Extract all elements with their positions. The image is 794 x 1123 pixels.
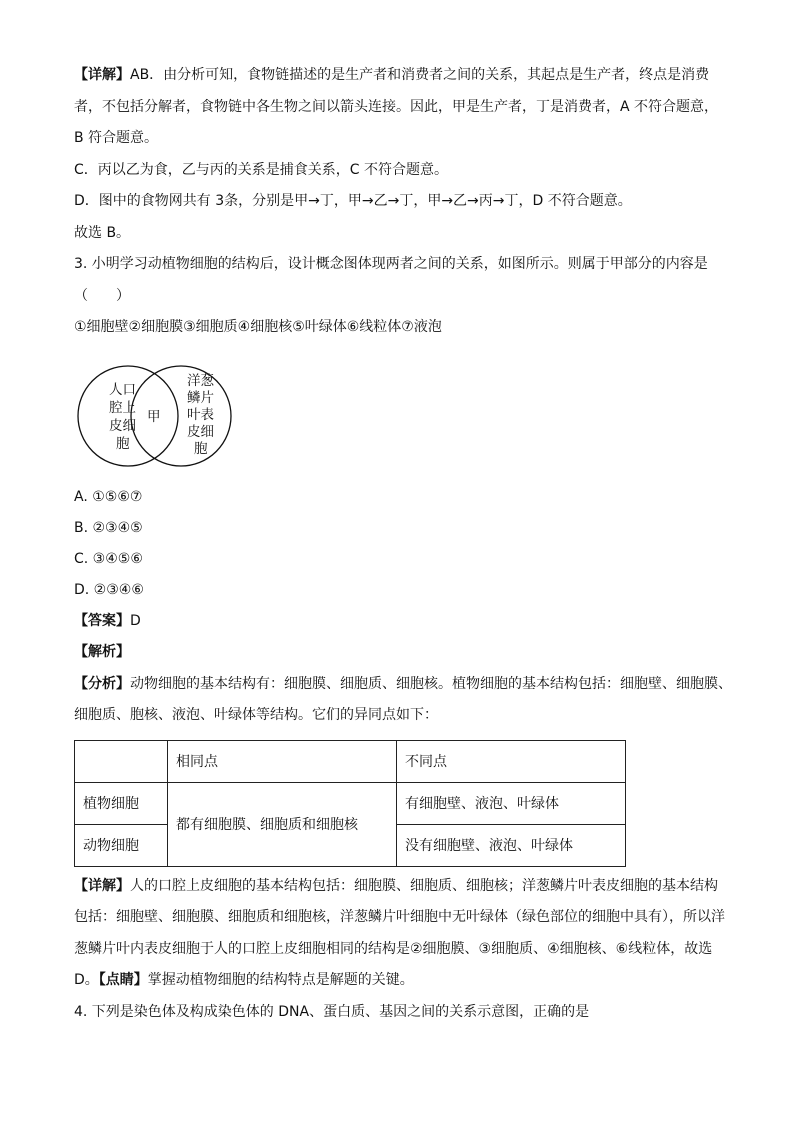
answer-tag: 【答案】 (74, 612, 130, 629)
table-row (75, 782, 626, 824)
table-header-cell: 不同点 (397, 740, 626, 782)
detail-line-4: D。【点睛】掌握动植物细胞的结构特点是解题的关键。 (74, 972, 414, 988)
detail-tag: 【详解】 (74, 67, 130, 83)
venn-left-label-4: 胞 (116, 435, 130, 452)
prev-detail-line-5: D．图中的食物网共有 3条，分别是甲→丁，甲→乙→丁，甲→乙→丙→丁，D 不符合题意。 (74, 193, 632, 209)
q3-stem: 3. 小明学习动植物细胞的结构后，设计概念图体现两者之间的关系，如图所示。则属于甲部分的内容是 (74, 256, 708, 272)
document-page (74, 60, 732, 1028)
analysis-line-1: 【分析】动物细胞的基本结构有：细胞膜、细胞质、细胞核。植物细胞的基本结构包括：细胞壁、细胞膜、 (74, 675, 732, 692)
option-c: C. ③④⑤⑥ (74, 550, 143, 567)
answer-value: D (130, 612, 141, 629)
prev-detail-line-1: 【详解】AB．由分析可知，食物链描述的是生产者和消费者之间的关系，其起点是生产者，终点是消费 (74, 67, 710, 83)
venn-right-label-1: 洋葱 (187, 372, 214, 389)
venn-left-label-3: 皮细 (109, 417, 136, 434)
analysis-tag: 【解析】 (74, 644, 130, 660)
venn-right-label-4: 皮细 (187, 423, 214, 440)
plant-cell-label: 植物细胞 (75, 782, 168, 824)
venn-right-label-2: 鳞片 (187, 389, 214, 406)
venn-center-label: 甲 (147, 408, 161, 425)
q3-items: ①细胞壁②细胞膜③细胞质④细胞核⑤叶绿体⑥线粒体⑦液泡 (74, 319, 442, 335)
prev-detail-line-4: C．丙以乙为食，乙与丙的关系是捕食关系，C 不符合题意。 (74, 161, 448, 178)
detail-line-2: 包括：细胞壁、细胞膜、细胞质和细胞核，洋葱鳞片叶细胞中无叶绿体（绿色部位的细胞中具有），所以洋 (74, 909, 725, 925)
option-d: D. ②③④⑥ (74, 581, 144, 598)
venn-left-label-2: 腔上 (109, 399, 136, 416)
q4-stem: 4. 下列是染色体及构成染色体的 DNA、蛋白质、基因之间的关系示意图，正确的是 (74, 1003, 590, 1020)
venn-left-label-1: 人口 (109, 381, 136, 398)
venn-right-circle (131, 366, 231, 466)
venn-right-label-5: 胞 (194, 440, 208, 457)
plant-diff: 有细胞壁、液泡、叶绿体 (397, 782, 626, 824)
option-b: B. ②③④⑤ (74, 519, 143, 536)
animal-diff: 没有细胞壁、液泡、叶绿体 (397, 824, 626, 866)
table-header-row (75, 740, 626, 782)
common-points: 都有细胞膜、细胞质和细胞核 (168, 782, 397, 866)
venn-right-label-3: 叶表 (187, 406, 214, 423)
comparison-table (74, 740, 626, 867)
option-a: A. ①⑤⑥⑦ (74, 488, 143, 505)
table-header-cell (75, 740, 168, 782)
prev-detail-line-6: 故选 B。 (74, 224, 131, 241)
tip-tag: 【点睛】 (98, 972, 148, 988)
prev-detail-line-3: B 符合题意。 (74, 130, 159, 146)
prev-detail-line-2: 者，不包括分解者，食物链中各生物之间以箭头连接。因此，甲是生产者，丁是消费者，A 不符合题意， (74, 98, 719, 115)
q3-stem-bracket: （ ） (74, 287, 130, 304)
detail-line-1: 【详解】人的口腔上皮细胞的基本结构包括：细胞膜、细胞质、细胞核；洋葱鳞片叶表皮细胞的基本结构 (74, 877, 718, 894)
analysis-line-2: 细胞质、胞核、液泡、叶绿体等结构。它们的异同点如下： (74, 707, 438, 723)
detail-line-3: 葱鳞片叶内表皮细胞于人的口腔上皮细胞相同的结构是②细胞膜、③细胞质、④细胞核、⑥线粒体，故选 (74, 940, 713, 957)
table-header-cell: 相同点 (168, 740, 397, 782)
animal-cell-label: 动物细胞 (75, 824, 168, 866)
answer-line (74, 606, 724, 638)
venn-diagram (76, 364, 236, 470)
